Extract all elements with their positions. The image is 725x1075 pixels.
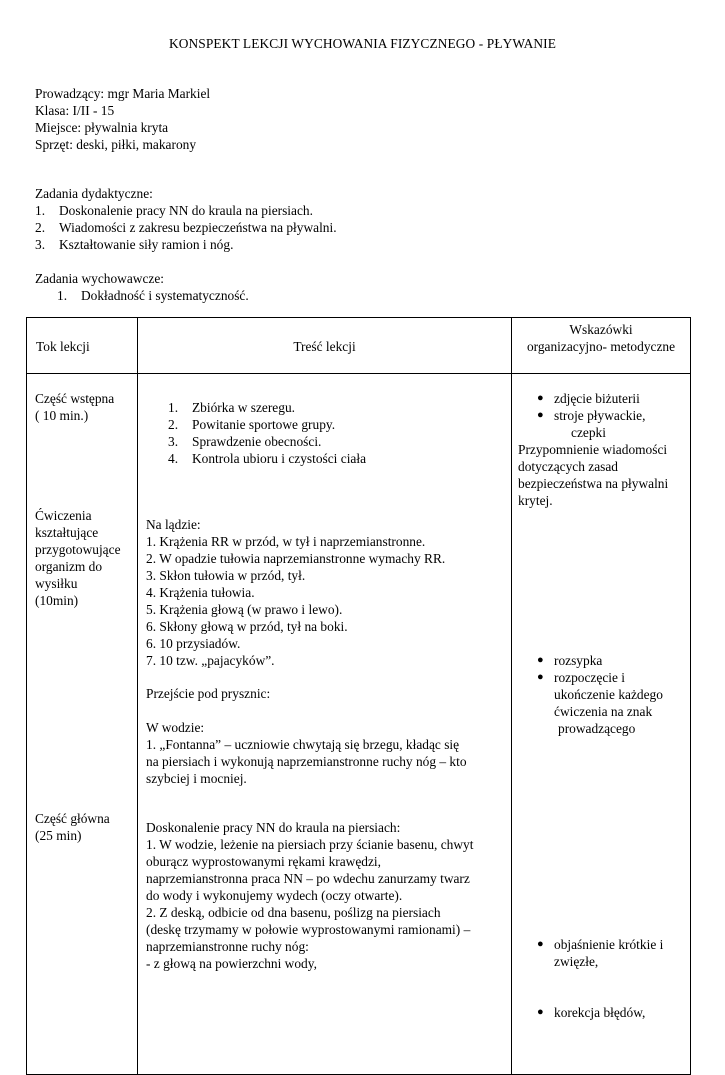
- list-item: 6. Skłony głową w przód, tył na boki.: [146, 619, 348, 634]
- list-item: 4. Krążenia tułowia.: [146, 585, 255, 600]
- list-item: 5. Krążenia głową (w prawo i lewo).: [146, 602, 343, 617]
- hints-intro: [512, 390, 688, 509]
- educational-item: 1. Dokładność i systematyczność.: [57, 288, 249, 303]
- educational-heading: Zadania wychowawcze:: [35, 271, 165, 286]
- list-item: 4. Kontrola ubioru i czystości ciała: [168, 451, 367, 466]
- didactic-item: 1. Doskonalenie pracy NN do kraula na piersiach.: [35, 203, 313, 218]
- list-item: 3. Sprawdzenie obecności.: [168, 434, 322, 449]
- meta-teacher: Prowadzący: mgr Maria Markiel: [35, 86, 211, 101]
- main-heading: Doskonalenie pracy NN do kraula na piersiach:: [146, 820, 401, 835]
- bullet-item: ● stroje pływackie, czepki: [537, 408, 646, 440]
- didactic-item: 2. Wiadomości z zakresu bezpieczeństwa na pływalni.: [35, 220, 337, 235]
- list-item: 6. 10 przysiadów.: [146, 636, 241, 651]
- col-wskazowki: [512, 374, 691, 1075]
- bullet-item: ● rozpoczęcie i ukończenie każdego ćwiczenia na znak prowadzącego: [537, 670, 663, 736]
- list-item: 2. W opadzie tułowia naprzemianstronne wymachy RR.: [146, 551, 446, 566]
- meta-class: Klasa: I/II - 15: [35, 103, 115, 118]
- list-item: 1. Zbiórka w szeregu.: [168, 400, 295, 415]
- bullet-icon: ●: [537, 654, 544, 666]
- bullet-item: ● rozsypka: [537, 653, 603, 668]
- col-tok-lekcji: [27, 374, 138, 1075]
- table-header-row: [27, 318, 691, 374]
- intro-list: [168, 399, 366, 467]
- part-intro: Część wstępna ( 10 min.): [35, 391, 115, 423]
- didactic-tasks: [35, 185, 337, 253]
- meta-place: Miejsce: pływalnia kryta: [35, 120, 169, 135]
- bullet-icon: ●: [537, 671, 544, 683]
- list-item: 3. Skłon tułowia w przód, tył.: [146, 568, 306, 583]
- water-heading: W wodzie:: [146, 720, 205, 735]
- lesson-meta: [35, 85, 210, 153]
- document-title: KONSPEKT LEKCJI WYCHOWANIA FIZYCZNEGO - PŁYWANIE: [168, 36, 557, 51]
- bullet-icon: ●: [537, 938, 544, 950]
- table-body-row: [27, 374, 691, 1075]
- col-tresc-lekcji: [138, 374, 512, 1075]
- main-exercises: Doskonalenie pracy NN do kraula na piersiach: 1. W wodzie, leżenie na piersiach przy ścianie basenu, chwyt oburącz wyprostowanymi rękami krawędzi, naprzemianstronna praca NN – po wdechu zanurzamy twarz do wody i wykonujemy wydech (oczy otwarte). 2. Z deską, odbicie od dna basenu, poślizg na piersiach (deskę trzymamy w połowie wyprostowanymi ramionami) – naprzemianstronne ruchy nóg: - z głową na powierzchni wody,: [146, 820, 474, 971]
- header-cell-tok: Tok lekcji: [27, 318, 138, 374]
- hints-main: [512, 936, 688, 970]
- list-item: 2. Powitanie sportowe grupy.: [168, 417, 336, 432]
- header-cell-wskazowki: Wskazówki organizacyjno- metodyczne: [512, 318, 691, 374]
- header-cell-tresc: Treść lekcji: [138, 318, 512, 374]
- water-exercises: W wodzie: 1. „Fontanna” – uczniowie chwytają się brzegu, kładąc się na piersiach i wykonują naprzemianstronne ruchy nóg – kto szybciej i mocniej.: [146, 720, 467, 786]
- bullet-icon: ●: [537, 409, 544, 421]
- bullet-icon: ●: [537, 1006, 544, 1018]
- land-heading: Na lądzie:: [146, 517, 201, 532]
- didactic-heading: Zadania dydaktyczne:: [35, 186, 153, 201]
- bullet-item: ● zdjęcie biżuterii: [537, 391, 640, 406]
- part-warmup: Ćwiczenia kształtujące przygotowujące organizm do wysiłku (10min): [35, 508, 121, 608]
- bullet-item: ● objaśnienie krótkie i zwięzłe,: [537, 937, 664, 969]
- bullet-item: ● korekcja błędów,: [537, 1005, 646, 1020]
- lesson-table: [26, 317, 691, 1075]
- shower-note: Przejście pod prysznic:: [146, 686, 271, 701]
- didactic-item: 3. Kształtowanie siły ramion i nóg.: [35, 237, 234, 252]
- part-main: Część główna (25 min): [35, 811, 110, 843]
- hints-warmup: [512, 652, 688, 737]
- list-item: 1. Krążenia RR w przód, w tył i naprzemianstronne.: [146, 534, 426, 549]
- meta-equipment: Sprzęt: deski, piłki, makarony: [35, 137, 197, 152]
- educational-tasks: [35, 270, 249, 304]
- hints-correction: [512, 1004, 688, 1021]
- list-item: 7. 10 tzw. „pajacyków”.: [146, 653, 275, 668]
- bullet-icon: ●: [537, 392, 544, 404]
- reminder-text: Przypomnienie wiadomości dotyczących zasad bezpieczeństwa na pływalni krytej.: [518, 442, 669, 508]
- land-exercises: [146, 516, 445, 669]
